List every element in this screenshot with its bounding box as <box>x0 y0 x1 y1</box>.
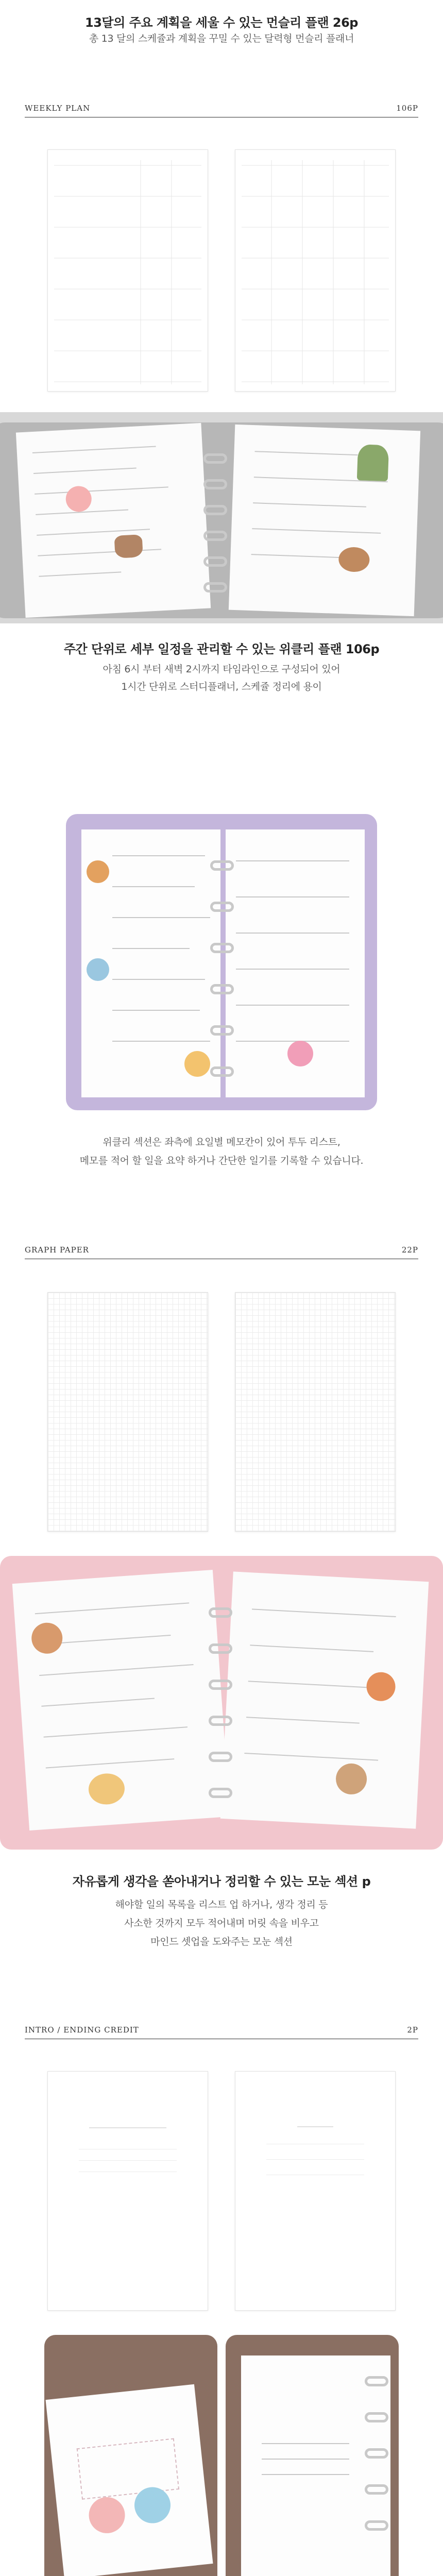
binder-left-page <box>16 423 211 618</box>
binder-ring <box>210 984 234 994</box>
intro-photo-page <box>46 2384 213 2576</box>
binder-ring <box>210 943 234 953</box>
monthly-plan-subtitle: 총 13 달의 스케쥴과 계획을 꾸밀 수 있는 달력형 먼슬리 플래너 <box>89 33 354 44</box>
weekly-left-sheet-lines <box>48 150 208 391</box>
bunny-sticker <box>87 2495 127 2535</box>
weekly-plan-title: 주간 단위로 세부 일정을 관리할 수 있는 위클리 플랜 106p <box>63 642 380 656</box>
fox-sticker <box>366 1671 396 1702</box>
graph-paper-desc-line-2: 사소한 것까지 모두 적어내며 머릿 속을 비우고 <box>124 1918 319 1929</box>
palm-tree-sticker <box>357 444 389 481</box>
graph-paper-header <box>25 1243 418 1259</box>
graph-paper-pagecount: 22P <box>401 1245 418 1255</box>
graph-paper-photo <box>0 1556 443 1850</box>
ending-photo <box>226 2335 399 2576</box>
binder-ring <box>209 1716 232 1726</box>
lavender-left-page <box>81 829 220 1097</box>
chick-sticker <box>184 1051 210 1077</box>
binder-ring <box>210 1066 234 1077</box>
binder-ring <box>365 2448 388 2459</box>
graph-paper-title: 자유롭게 생각을 쏟아내거나 정리할 수 있는 모눈 섹션 p <box>72 1874 371 1889</box>
weekly-plan-desc-line-2: 1시간 단위로 스터디플래너, 스케쥴 정리에 용이 <box>121 681 322 692</box>
weekly-memo-desc-line-2: 메모를 적어 할 일을 요약 하거나 간단한 일기를 기록할 수 있습니다. <box>79 1155 364 1166</box>
binder-ring <box>365 2484 388 2495</box>
binder-ring <box>365 2412 388 2422</box>
graph-left-page <box>12 1570 230 1831</box>
binder-ring <box>209 1607 232 1618</box>
monthly-plan-title: 13달의 주요 계획을 세울 수 있는 먼슬리 플랜 26p <box>85 15 358 30</box>
cat-sticker <box>335 1762 368 1795</box>
binder-right-page <box>229 425 420 616</box>
binder-ring <box>203 505 227 515</box>
weekly-left-sheet-preview <box>47 149 208 392</box>
graph-right-sheet-preview <box>235 1292 396 1532</box>
binder-ring <box>209 1788 232 1798</box>
weekly-plan-pagecount: 106P <box>396 104 418 113</box>
binder-ring <box>209 1752 232 1762</box>
lavender-right-page <box>226 829 365 1097</box>
weekly-plan-desc-line-1: 아침 6시 부터 새벽 2시까지 타임라인으로 구성되어 있어 <box>103 664 340 675</box>
bunny-sticker <box>65 485 92 513</box>
bear-sticker <box>114 534 143 558</box>
binder-ring <box>203 582 227 592</box>
binder-ring <box>203 453 227 464</box>
weekly-right-sheet-preview <box>235 149 396 392</box>
binder-ring <box>210 860 234 871</box>
intro-ending-pagecount: 2P <box>407 2025 418 2035</box>
graph-paper-label: GRAPH PAPER <box>25 1245 89 1255</box>
binder-ring <box>203 556 227 567</box>
cloud-sticker <box>87 958 109 981</box>
weekly-plan-header <box>25 101 418 117</box>
binder-ring <box>210 902 234 912</box>
binder-ring <box>365 2376 388 2386</box>
graph-right-page <box>220 1571 429 1828</box>
graph-paper-desc-line-1: 해야할 일의 목록을 리스트 업 하거나, 생각 정리 등 <box>115 1899 328 1910</box>
weekly-plan-label: WEEKLY PLAN <box>25 104 91 113</box>
heart-sticker <box>287 1041 313 1066</box>
graph-left-sheet-preview <box>47 1292 208 1532</box>
binder-ring <box>203 479 227 489</box>
binder-ring <box>210 1025 234 1036</box>
intro-ending-header <box>25 2023 418 2039</box>
dog-sticker <box>338 547 370 572</box>
weekly-memo-desc-line-1: 위클리 섹션은 좌측에 요일별 메모칸이 있어 투두 리스트, <box>103 1137 340 1148</box>
intro-photo <box>44 2335 217 2576</box>
binder-ring <box>209 1643 232 1654</box>
chick-sticker <box>88 1772 126 1806</box>
weekly-binder-photo <box>0 412 443 623</box>
intro-ending-label: INTRO / ENDING CREDIT <box>25 2025 139 2035</box>
intro-sheet-preview <box>47 2071 208 2311</box>
binder-ring <box>203 531 227 541</box>
lavender-binder-photo <box>66 814 377 1110</box>
bear-sticker <box>30 1622 63 1655</box>
ending-credit-sheet-preview <box>235 2071 396 2311</box>
binder-ring <box>209 1680 232 1690</box>
bear-sticker <box>87 860 109 883</box>
binder-ring <box>365 2520 388 2531</box>
ending-photo-page <box>241 2355 390 2576</box>
graph-paper-desc-line-3: 마인드 셋업을 도와주는 모눈 섹션 <box>150 1936 293 1947</box>
weekly-right-sheet-lines <box>235 150 395 391</box>
